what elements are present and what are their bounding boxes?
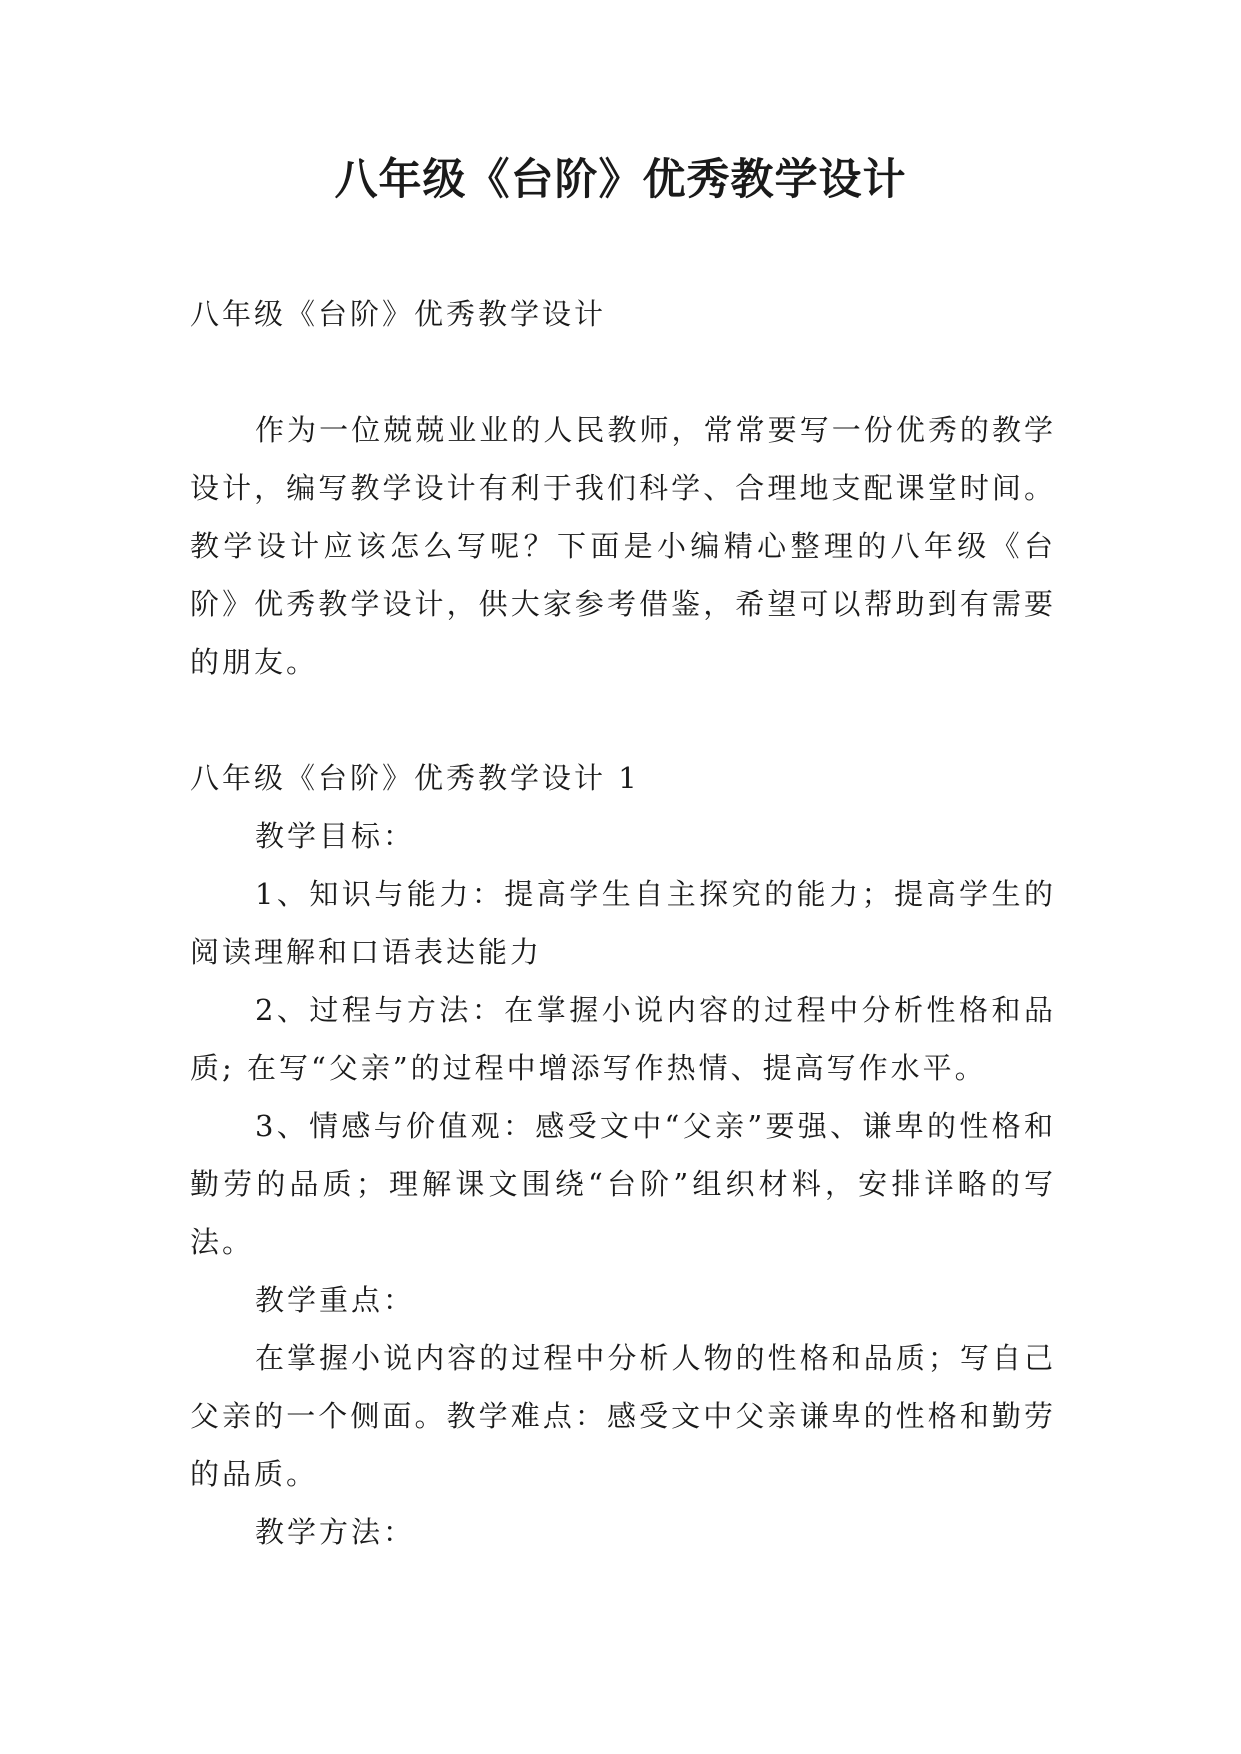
goal-knowledge-ability: 1、知识与能力：提高学生自主探究的能力；提高学生的阅读理解和口语表达能力 — [190, 877, 1056, 969]
teaching-focus-text: 在掌握小说内容的过程中分析人物的性格和品质；写自己父亲的一个侧面。教学难点：感受文中父亲谦卑的性格和勤劳的品质。 — [190, 1341, 1056, 1491]
teaching-goals-label: 教学目标： — [255, 819, 416, 853]
teaching-focus-label: 教学重点： — [255, 1283, 416, 1317]
teaching-method-label: 教学方法： — [255, 1515, 416, 1549]
document-body — [190, 285, 1056, 1561]
document-subtitle: 八年级《台阶》优秀教学设计 — [190, 297, 607, 331]
intro-paragraph: 作为一位兢兢业业的人民教师，常常要写一份优秀的教学设计，编写教学设计有利于我们科学、合理地支配课堂时间。教学设计应该怎么写呢？下面是小编精心整理的八年级《台阶》优秀教学设计，供大家参考借鉴，希望可以帮助到有需要的朋友。 — [190, 413, 1056, 679]
goal-process-method: 2、过程与方法：在掌握小说内容的过程中分析性格和品质; 在写“父亲”的过程中增添写作热情、提高写作水平。 — [190, 993, 1056, 1085]
document-title: 八年级《台阶》优秀教学设计 — [334, 155, 907, 205]
section-heading: 八年级《台阶》优秀教学设计 1 — [190, 761, 640, 795]
goal-emotion-values: 3、情感与价值观：感受文中“父亲”要强、谦卑的性格和勤劳的品质；理解课文围绕“台阶”组织材料，安排详略的写法。 — [190, 1109, 1056, 1259]
